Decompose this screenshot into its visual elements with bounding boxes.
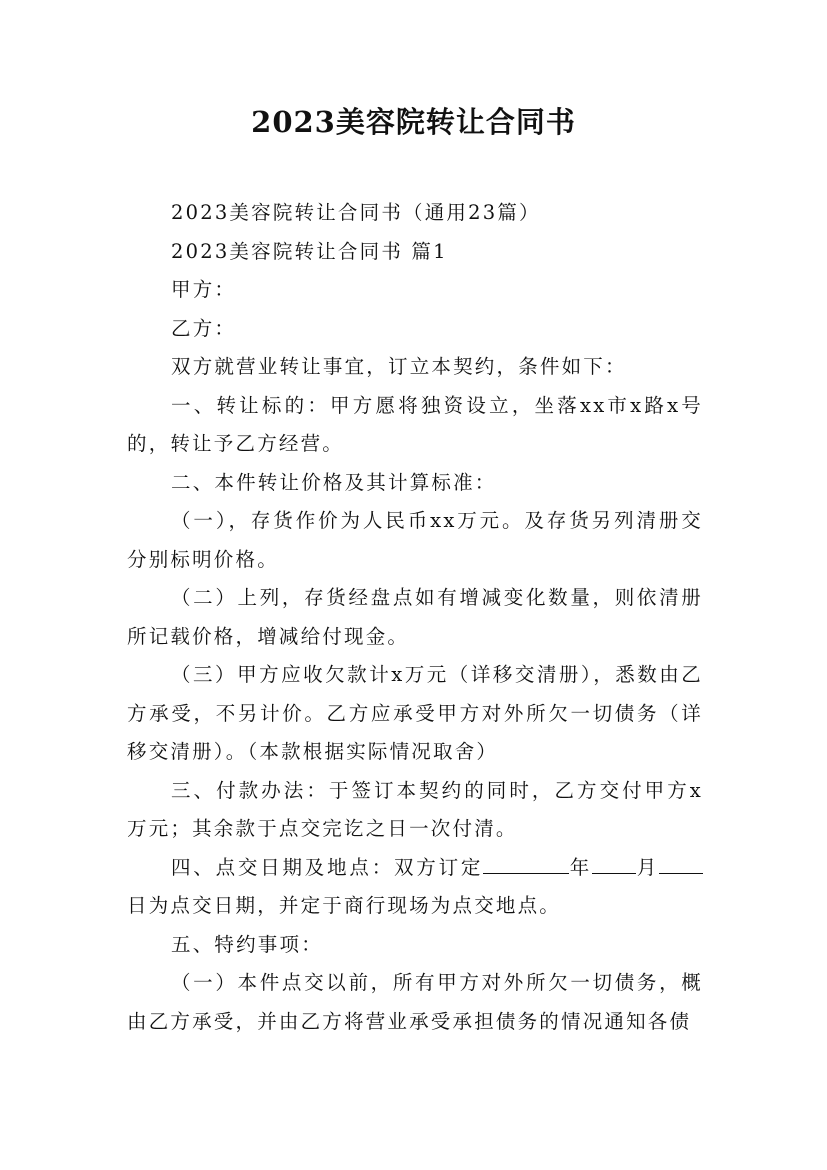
paragraph-clause-2-1: （一），存货作价为人民币xx万元。及存货另列清册交分别标明价格。 [127,509,703,571]
paragraph-clause-5-1: （一）本件点交以前，所有甲方对外所欠一切债务，概由乙方承受，并由乙方将营业承受承担债务的情况通知各债 [127,971,703,1033]
month-blank [592,851,636,874]
paragraph-clause-2: 二、本件转让价格及其计算标准： [171,470,497,494]
paragraph-clause-2-2: （二）上列，存货经盘点如有增减变化数量，则依清册所记载价格，增减给付现金。 [127,586,703,648]
date-clause-prefix: 四、点交日期及地点：双方订定 [171,855,484,879]
paragraph-party-a: 甲方： [171,278,237,301]
paragraph-section-heading: 2023美容院转让合同书 篇1 [171,239,448,263]
paragraph-subtitle: 2023美容院转让合同书（通用23篇） [171,201,541,224]
paragraph-clause-1: 一、转让标的：甲方愿将独资设立，坐落xx市x路x号的，转让予乙方经营。 [127,393,703,455]
year-blank [483,851,569,874]
date-clause-suffix: 日为点交日期，并定于商行现场为点交地点。 [127,894,562,917]
paragraph-clause-3: 三、付款办法：于签订本契约的同时，乙方交付甲方x万元；其余款于点交完讫之日一次付清。 [127,778,703,840]
paragraph-clause-5: 五、特约事项： [171,932,323,956]
day-blank [659,851,703,874]
paragraph-intro: 双方就营业转让事宜，订立本契约，条件如下： [171,355,627,378]
paragraph-clause-2-3: （三）甲方应收欠款计x万元（详移交清册），悉数由乙方承受，不另计价。乙方应承受甲方对外所欠一切债务（详移交清册）。（本款根据实际情况取舍） [127,663,703,763]
paragraph-party-b: 乙方： [171,316,237,340]
paragraph-clause-4 [127,849,703,926]
document-title: 2023美容院转让合同书 [251,105,576,139]
date-clause-month: 月 [636,855,659,879]
date-clause-year: 年 [569,855,593,879]
document-body [127,194,703,1041]
